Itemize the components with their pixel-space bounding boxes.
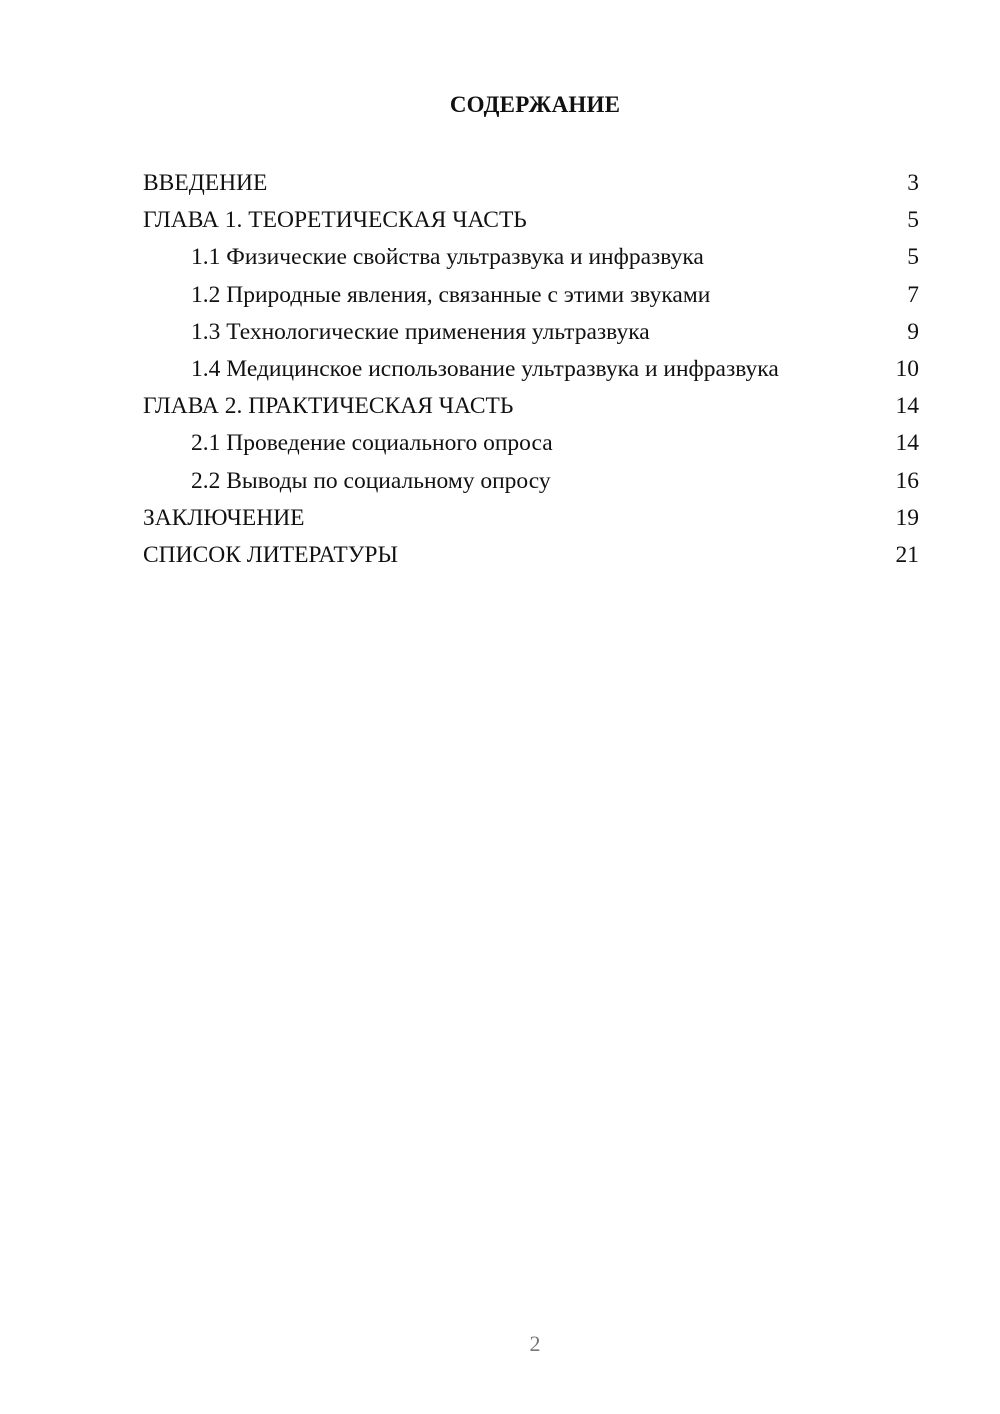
toc-entry-page: 5 [907,244,919,271]
table-of-contents [143,165,919,574]
toc-entry-section-1-3[interactable] [143,314,919,351]
toc-entry-label: 2.2 Выводы по социальному опросу [191,467,551,494]
toc-entry-section-1-2[interactable] [143,277,919,314]
toc-entry-label: СПИСОК ЛИТЕРАТУРЫ [143,541,398,568]
toc-entry-section-2-2[interactable] [143,463,919,500]
toc-entry-section-1-1[interactable] [143,239,919,276]
toc-entry-page: 9 [907,318,919,345]
toc-entry-section-1-4[interactable] [143,351,919,388]
toc-entry-page: 7 [907,281,919,308]
toc-entry-page: 19 [895,504,919,531]
toc-entry-chapter-1[interactable] [143,202,919,239]
toc-entry-conclusion[interactable] [143,500,919,537]
page-number: 2 [529,1331,541,1356]
toc-entry-label: 1.4 Медицинское использование ультразвука и инфразвука [191,355,779,382]
toc-entry-label: 2.1 Проведение социального опроса [191,430,553,457]
toc-entry-label: 1.2 Природные явления, связанные с этими звуками [191,281,711,308]
toc-entry-page: 14 [895,393,919,420]
page-title: СОДЕРЖАНИЕ [449,92,621,117]
toc-entry-label: ГЛАВА 2. ПРАКТИЧЕСКАЯ ЧАСТЬ [143,393,514,420]
toc-entry-label: ГЛАВА 1. ТЕОРЕТИЧЕСКАЯ ЧАСТЬ [143,207,527,234]
toc-entry-page: 10 [895,355,919,382]
toc-entry-page: 5 [907,207,919,234]
toc-entry-page: 14 [895,430,919,457]
toc-entry-label: ВВЕДЕНИЕ [143,170,268,196]
toc-entry-page: 16 [895,467,919,494]
toc-entry-label: 1.1 Физические свойства ультразвука и инфразвука [191,244,704,271]
toc-entry-references[interactable] [143,537,919,574]
toc-entry-chapter-2[interactable] [143,388,919,425]
toc-entry-label: 1.3 Технологические применения ультразвука [191,318,650,345]
toc-entry-label: ЗАКЛЮЧЕНИЕ [143,504,305,531]
toc-entry-introduction[interactable] [143,165,919,202]
toc-entry-section-2-1[interactable] [143,425,919,462]
toc-entry-page: 21 [895,541,919,568]
toc-entry-page: 3 [907,170,919,196]
